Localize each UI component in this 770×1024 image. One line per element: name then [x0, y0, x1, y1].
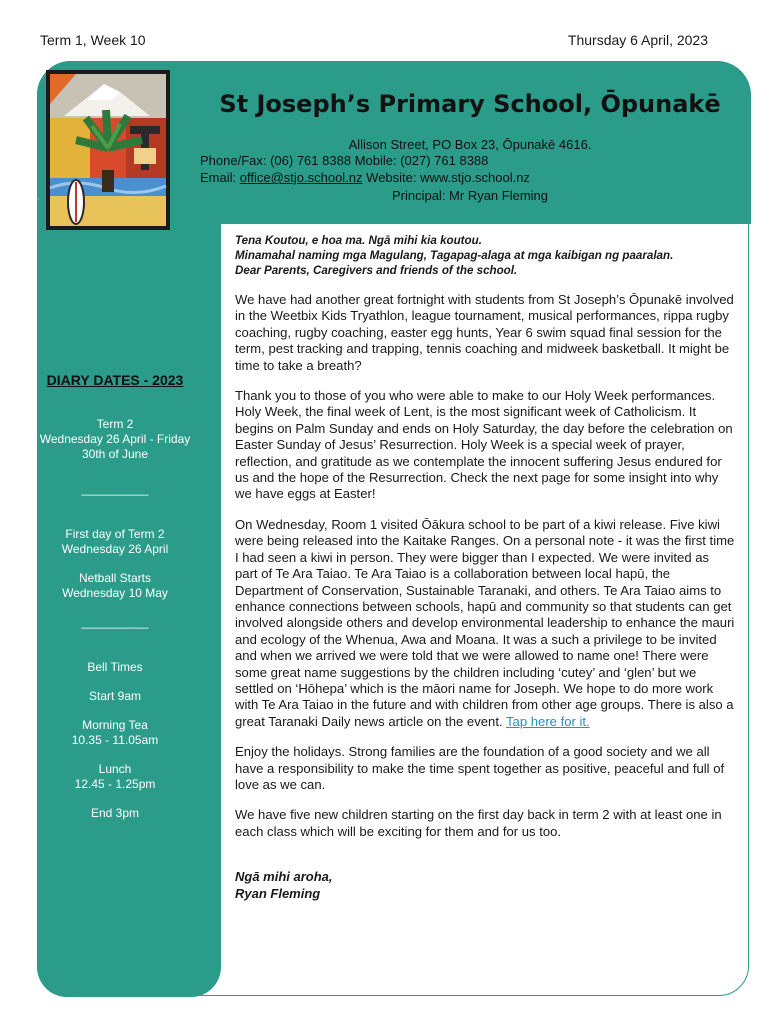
term2-block: [25, 417, 205, 462]
kiwi-release-text: On Wednesday, Room 1 visited Ōākura school to be part of a kiwi release. Five kiwi were being released into the Kaitake Ranges. On a personal note - it was the first time I had seen a kiwi in person. They were bigger than I expected. We were invited as part of Te Ara Taiao. Te Ara Taiao is a collaboration between local hapū, the Department of Conservation, Sustainable Taranaki, and others. Te Ara Taiao aims to enhance connections between schools, hapū and community so that students can get involved alongside others and develop environmental leadership to enhance the mauri and ecology of the Whenua, Awa and Moana. It was a such a privilege to be invited and when we arrived we were told that we were allowed to name one! There were some great name suggestions by the children including ‘cutey’ and ‘glen’ but we settled on ‘Hōhepa’ which is the māori name for Joseph. We hope to do more work with Te Ara Taiao in the future and with children from other age groups. There is also a great Taranaki Daily news article on the event.: [235, 516, 735, 729]
bell-times-title: Bell Times: [87, 660, 143, 674]
paragraph-holy-week: Thank you to those of you who were able to make to our Holy Week performances. Holy Week, the final week of Lent, is the most significant week of Catholicism. It begins on Palm Sunday and ends on Holy Saturday, the day before the celebration on Easter Sunday of Jesus’ Resurrection. Holy Week is a special week of prayer, reflection, and gratitude as we contemplate the innocent suffering Jesus endured for us and the hope of the Resurrection. Check the next page for some insight into why we have eggs at Easter!: [235, 388, 733, 502]
principal: Principal: Mr Ryan Fleming: [391, 188, 549, 203]
school-logo: [46, 70, 170, 230]
diary-dates: [25, 372, 205, 821]
term2-dates: Wednesday 26 April - Friday: [39, 432, 191, 446]
paragraph-new-children: We have five new children starting on the first day back in term 2 with at least one in each class which will be exciting for them and for us too.: [235, 807, 722, 839]
signoff-greeting: Ngā mihi aroha,: [235, 869, 333, 885]
paragraph-fortnight: We have had another great fortnight with students from St Joseph’s Ōpunakē involved in the Weetbix Kids Tryathlon, league tournament, musical performances, rippa rugby coaching, rugby coaching, easter egg hunts, Year 6 swim squad final session for the term, pest tracking and trapping, tennis coaching and midweek basketball. It might be time to take a breath?: [235, 292, 734, 373]
paragraph-holidays: Enjoy the holidays. Strong families are the foundation of a good society and we all have a responsibility to make the time spent together as positive, peaceful and full of love as we can.: [235, 744, 725, 792]
school-address: Allison Street, PO Box 23, Ōpunakē 4616.: [348, 137, 592, 152]
email-label: Email:: [200, 170, 240, 185]
article-link[interactable]: Tap here for it.: [506, 713, 590, 729]
email-row: [200, 170, 740, 187]
contact-block: [200, 136, 740, 204]
principal-letter: [235, 233, 735, 902]
school-name: St Joseph’s Primary School, Ōpunakē: [219, 90, 721, 118]
term-week: Term 1, Week 10: [40, 32, 146, 48]
greeting-filipino: Minamahal naming mga Magulang, Tagapag-alaga at mga kaibigan ng paaralan.: [235, 249, 674, 262]
morning-tea-label: Morning Tea: [82, 718, 148, 732]
lunch-block: [25, 762, 205, 792]
email-link[interactable]: office@stjo.school.nz: [239, 170, 363, 185]
first-day-date: Wednesday 26 April: [61, 542, 169, 556]
separator: __________: [81, 615, 149, 629]
start-time: Start 9am: [88, 689, 142, 703]
lunch-label: Lunch: [98, 762, 132, 776]
first-day-block: [25, 527, 205, 557]
end-time: End 3pm: [90, 806, 140, 820]
signoff-name: Ryan Fleming: [235, 886, 321, 902]
term2-dates-end: 30th of June: [81, 447, 149, 461]
netball-label: Netball Starts: [78, 571, 152, 585]
website[interactable]: Website: www.stjo.school.nz: [366, 170, 530, 185]
netball-block: [25, 571, 205, 601]
netball-date: Wednesday 10 May: [62, 586, 168, 600]
term2-label: Term 2: [96, 417, 134, 431]
morning-tea-time: 10.35 - 11.05am: [71, 733, 159, 747]
greeting-english: Dear Parents, Caregivers and friends of the school.: [235, 264, 518, 277]
mobile: Mobile: (027) 761 8388: [354, 153, 489, 168]
diary-title: DIARY DATES - 2023: [46, 372, 184, 388]
phone: Phone/Fax: (06) 761 8388: [200, 153, 352, 168]
email-line: [200, 170, 363, 185]
morning-tea-block: [25, 718, 205, 748]
separator: __________: [81, 482, 149, 496]
greeting-maori: Tena Koutou, e hoa ma. Ngā mihi kia koutou.: [235, 234, 482, 247]
phone-row: [200, 153, 740, 170]
paragraph-kiwi-release: [235, 517, 735, 730]
newsletter-date: Thursday 6 April, 2023: [567, 32, 708, 48]
first-day-label: First day of Term 2: [65, 527, 165, 541]
lunch-time: 12.45 - 1.25pm: [74, 777, 156, 791]
